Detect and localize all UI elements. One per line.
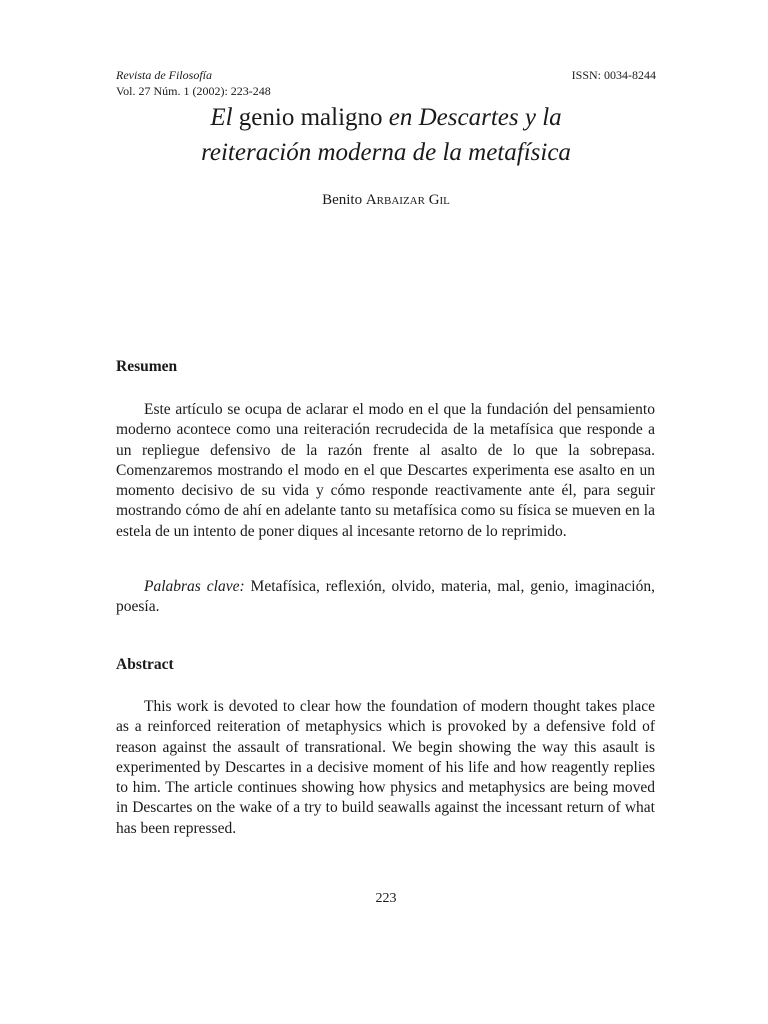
page-number: 223 — [375, 891, 397, 906]
author-last-name: Arbaizar Gil — [365, 192, 450, 208]
author-name — [116, 192, 656, 209]
abstract-text: This work is devoted to clear how the foundation of modern thought takes place as a reinforced reiteration of metaphysics which is provoked by a defensive fold of reason against the assault of transrational. We begin showing the way this asault is experimented by Descartes in a decisive moment of his life and how reagently replies to him. The article continues showing how physics and metaphysics are being moved in Descartes on the wake of a try to build seawalls against the incessant return of what has been repressed. — [116, 698, 655, 837]
running-header — [116, 67, 656, 99]
abstract-heading: Abstract — [116, 656, 174, 673]
keywords-text: Metafísica, reflexión, olvido, materia, mal, genio, imaginación, poesía. — [116, 578, 655, 616]
journal-name: Revista de Filosofía — [116, 68, 212, 82]
author-first-name: Benito — [322, 192, 366, 208]
title-part-3: en Descartes y la — [388, 104, 562, 131]
resumen-heading: Resumen — [116, 358, 178, 375]
keywords — [116, 577, 655, 618]
volume-info: Vol. 27 Núm. 1 (2002): 223-248 — [116, 84, 271, 98]
article-title — [116, 100, 656, 170]
title-part-1: El — [210, 104, 233, 131]
title-part-2: genio maligno — [232, 104, 389, 131]
issn: ISSN: 0034-8244 — [571, 68, 656, 82]
keywords-label: Palabras clave: — [144, 578, 245, 595]
resumen-text: Este artículo se ocupa de aclarar el modo en el que la fundación del pensamiento moderno acontece como una reiteración recrudecida de la metafísica que responde a un repliegue defensivo de la razón frente al asalto de lo que la sobrepasa. Comenzaremos mostrando el modo en el que Descartes experimenta ese asalto en un momento decisivo de su vida y cómo responde reactivamente ante él, para seguir mostrando cómo de ahí en adelante tanto su metafísica como su física se mueven en la estela de un intento de poner diques al incesante retorno de lo reprimido. — [116, 401, 655, 540]
title-line-1 — [116, 100, 656, 135]
title-line-2: reiteración moderna de la metafísica — [201, 139, 571, 166]
